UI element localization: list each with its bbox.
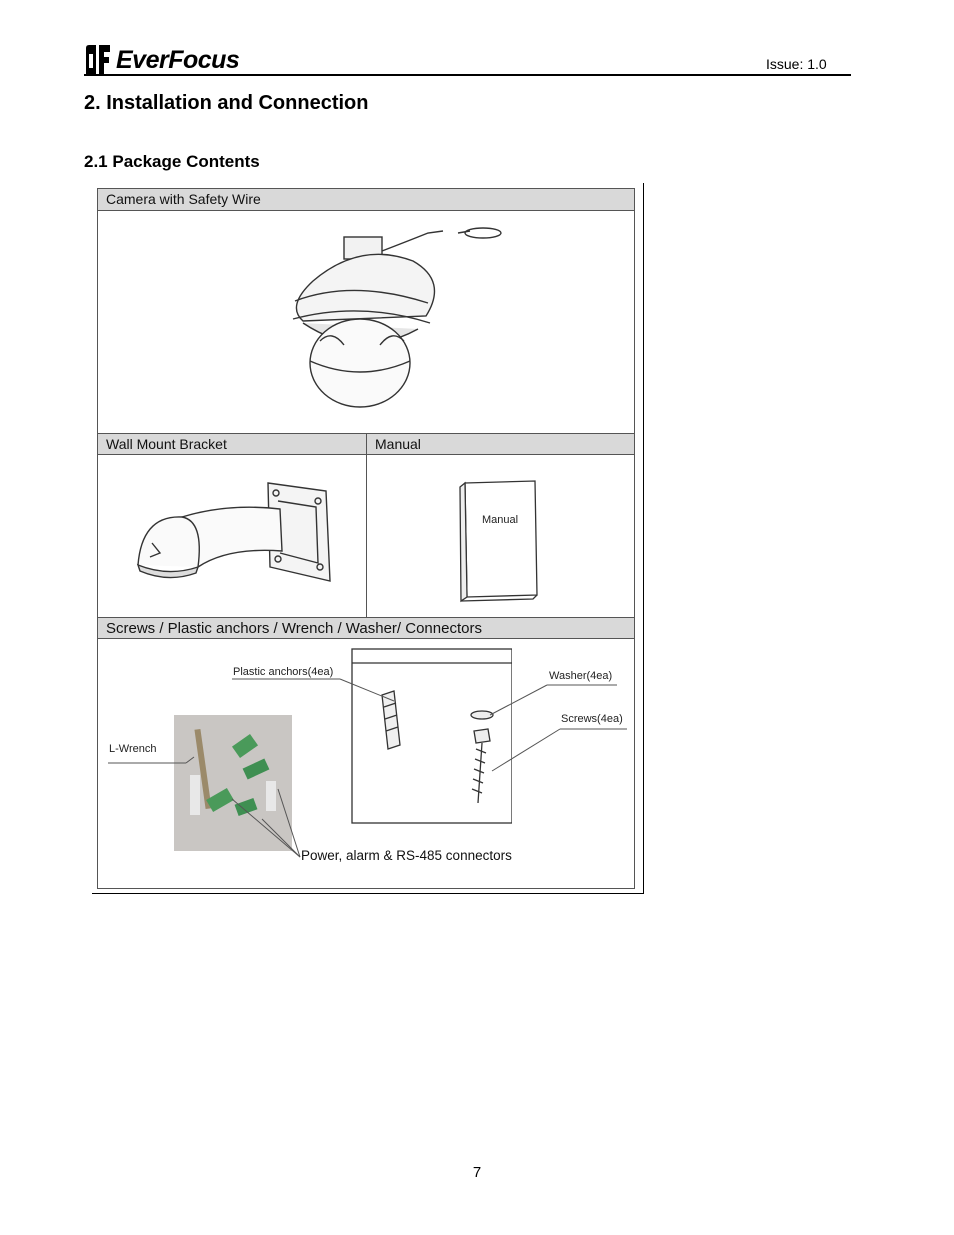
brand-logo	[84, 44, 239, 76]
manual-heading: Manual	[366, 433, 634, 455]
plastic-anchors-label: Plastic anchors(4ea)	[233, 666, 334, 678]
screws-label: Screws(4ea)	[561, 713, 623, 725]
everfocus-logo-icon	[84, 44, 112, 76]
bracket-heading: Wall Mount Bracket	[98, 433, 366, 455]
l-wrench-label: L-Wrench	[109, 743, 157, 755]
washer-label: Washer(4ea)	[549, 670, 613, 682]
bracket-illustration	[98, 455, 366, 617]
manual-illustration	[367, 455, 634, 617]
camera-heading: Camera with Safety Wire	[98, 189, 634, 211]
section-title: 2. Installation and Connection	[84, 92, 369, 114]
manual-cover-label: Manual	[482, 514, 519, 526]
header-divider	[84, 74, 851, 76]
accessories-heading: Screws / Plastic anchors / Wrench / Washer/ Connectors	[98, 617, 634, 639]
camera-illustration	[98, 211, 634, 433]
package-contents-figure	[92, 183, 644, 894]
page-number: 7	[472, 1164, 482, 1181]
connectors-label: Power, alarm & RS-485 connectors	[301, 848, 512, 863]
issue-label: Issue: 1.0	[766, 56, 827, 72]
subsection-title: 2.1 Package Contents	[84, 152, 260, 171]
brand-name: EverFocus	[116, 45, 240, 74]
